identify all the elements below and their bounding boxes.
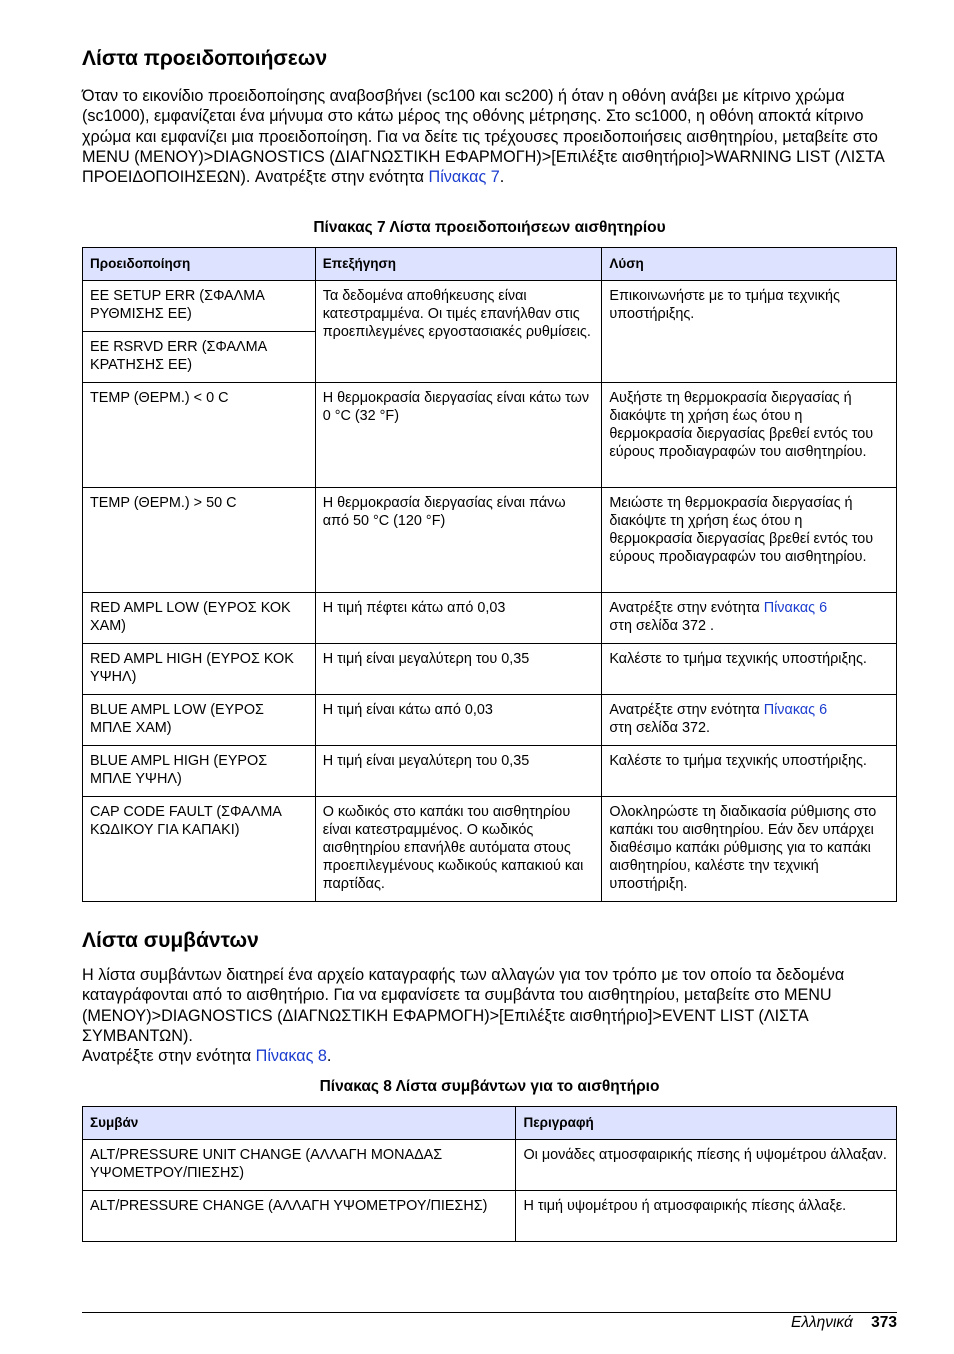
solution-cell: Αυξήστε τη θερμοκρασία διεργασίας ή διακόψτε τη χρήση έως ότου η θερμοκρασία διεργασίας βρεθεί εντός του εύρους προδιαγραφών του αισθητηρίου. <box>602 383 897 488</box>
events-paragraph-text: Η λίστα συμβάντων διατηρεί ένα αρχείο καταγραφής των αλλαγών για τον τρόπο με τον οποίο τα δεδομένα καταγράφονται από το αισθητήριο. Για να εμφανίσετε τα συμβάντα του αισθητηρίου, μεταβείτε στο MENU (ΜΕΝΟΥ)>DIAGNOSTICS (ΔΙΑΓΝΩΣΤΙΚΗ ΕΦΑΡΜΟΓΗ)>[Επιλέξτε αισθητήριο]>EVENT LIST (ΛΙΣΤΑ ΣΥΜΒΑΝΤΩΝ). <box>82 966 845 1045</box>
table-row <box>83 281 897 332</box>
explanation-cell: Η τιμή πέφτει κάτω από 0,03 <box>315 593 602 644</box>
header-event: Συμβάν <box>83 1107 516 1140</box>
table6-link[interactable]: Πίνακας 6 <box>763 702 828 718</box>
warnings-paragraph-end: . <box>499 168 505 187</box>
table8-caption: Πίνακας 8 Λίστα συμβάντων για το αισθητήριο <box>319 1078 660 1095</box>
explanation-cell: Η θερμοκρασία διεργασίας είναι κάτω των 0 °C (32 °F) <box>315 383 602 488</box>
warnings-heading: Λίστα προειδοποιήσεων <box>82 47 328 70</box>
solution-cell: Μειώστε τη θερμοκρασία διεργασίας ή διακόψτε τη χρήση έως ότου η θερμοκρασία διεργασίας βρεθεί εντός του εύρους προδιαγραφών του αισθητηρίου. <box>602 488 897 593</box>
solution-pre: Ανατρέξτε στην ενότητα <box>609 600 764 616</box>
table6-link[interactable]: Πίνακας 6 <box>763 600 828 616</box>
header-warning: Προειδοποίηση <box>83 248 316 281</box>
warnings-table <box>82 247 897 902</box>
header-solution: Λύση <box>602 248 897 281</box>
table-row <box>83 1191 897 1242</box>
warning-cell: TEMP (ΘΕΡΜ.) < 0 C <box>83 383 316 488</box>
table-row <box>83 695 897 746</box>
table-row <box>83 593 897 644</box>
event-cell: ALT/PRESSURE UNIT CHANGE (ΑΛΛΑΓΗ ΜΟΝΑΔΑΣ ΥΨΟΜΕΤΡΟΥ/ΠΙΕΣΗΣ) <box>83 1140 516 1191</box>
warning-cell: RED AMPL LOW (ΕΥΡΟΣ ΚΟΚ ΧΑΜ) <box>83 593 316 644</box>
events-paragraph <box>82 965 887 1066</box>
table-row <box>83 644 897 695</box>
solution-cell: Επικοινωνήστε με το τμήμα τεχνικής υποστήριξης. <box>602 281 897 383</box>
events-paragraph-line2: Ανατρέξτε στην ενότητα <box>82 1047 256 1066</box>
page-footer <box>791 1314 897 1332</box>
table8-link[interactable]: Πίνακας 8 <box>255 1047 327 1066</box>
events-heading: Λίστα συμβάντων <box>82 929 259 952</box>
warning-cell: EE SETUP ERR (ΣΦΑΛΜΑ ΡΥΘΜΙΣΗΣ ΕΕ) <box>83 281 316 332</box>
warning-cell: EE RSRVD ERR (ΣΦΑΛΜΑ ΚΡΑΤΗΣΗΣ ΕΕ) <box>83 332 316 383</box>
solution-post: στη σελίδα 372 . <box>609 618 714 634</box>
explanation-cell: Ο κωδικός στο καπάκι του αισθητηρίου είναι κατεστραμμένος. Ο κωδικός αισθητηρίου επανήλθε αυτόματα στους προεπιλεγμένους κωδικούς καπακιού και παρτίδας. <box>315 797 602 902</box>
events-table <box>82 1106 897 1242</box>
explanation-cell: Η τιμή είναι μεγαλύτερη του 0,35 <box>315 746 602 797</box>
table7-caption: Πίνακας 7 Λίστα προειδοποιήσεων αισθητηρίου <box>313 219 666 236</box>
header-description: Περιγραφή <box>516 1107 897 1140</box>
table-header-row <box>83 1107 897 1140</box>
solution-cell: Ολοκληρώστε τη διαδικασία ρύθμισης στο καπάκι του αισθητηρίου. Εάν δεν υπάρχει διαθέσιμο καπάκι ρύθμισης για το καπάκι αισθητηρίου, καλέστε την τεχνική υποστήριξη. <box>602 797 897 902</box>
warning-cell: BLUE AMPL HIGH (ΕΥΡΟΣ ΜΠΛΕ ΥΨΗΛ) <box>83 746 316 797</box>
description-cell: Οι μονάδες ατμοσφαιρικής πίεσης ή υψομέτρου άλλαξαν. <box>516 1140 897 1191</box>
warnings-paragraph <box>82 86 887 187</box>
page-number: 373 <box>871 1314 897 1331</box>
event-cell: ALT/PRESSURE CHANGE (ΑΛΛΑΓΗ ΥΨΟΜΕΤΡΟΥ/ΠΙΕΣΗΣ) <box>83 1191 516 1242</box>
footer-language: Ελληνικά <box>791 1314 853 1331</box>
explanation-cell: Η θερμοκρασία διεργασίας είναι πάνω από 50 °C (120 °F) <box>315 488 602 593</box>
events-paragraph-end: . <box>326 1047 332 1066</box>
solution-cell <box>602 593 897 644</box>
footer-divider <box>82 1312 897 1313</box>
warning-cell: RED AMPL HIGH (ΕΥΡΟΣ ΚΟΚ ΥΨΗΛ) <box>83 644 316 695</box>
solution-post: στη σελίδα 372. <box>609 720 710 736</box>
warnings-paragraph-text: Όταν το εικονίδιο προειδοποίησης αναβοσβήνει (sc100 και sc200) ή όταν η οθόνη ανάβει με κίτρινο χρώμα (sc1000), εμφανίζεται ένα μήνυμα στο κάτω μέρος της οθόνης μέτρησης. Στο sc1000, η οθόνη αποκτά κίτρινο χρώμα και εμφανίζει μια προειδοποίηση. Για να δείτε τις τρέχουσες προειδοποιήσεις αισθητηρίου, μεταβείτε στο MENU (ΜΕΝΟΥ)>DIAGNOSTICS (ΔΙΑΓΝΩΣΤΙΚΗ ΕΦΑΡΜΟΓΗ)>[Επιλέξτε αισθητήριο]>WARNING LIST (ΛΙΣΤΑ ΠΡΟΕΙΔΟΠΟΙΗΣΕΩΝ). Ανατρέξτε στην ενότητα <box>82 87 884 187</box>
warning-cell: BLUE AMPL LOW (ΕΥΡΟΣ ΜΠΛΕ ΧΑΜ) <box>83 695 316 746</box>
table-header-row <box>83 248 897 281</box>
description-cell: Η τιμή υψομέτρου ή ατμοσφαιρικής πίεσης άλλαξε. <box>516 1191 897 1242</box>
table-row <box>83 797 897 902</box>
table-row <box>83 488 897 593</box>
warning-cell: CAP CODE FAULT (ΣΦΑΛΜΑ ΚΩΔΙΚΟΥ ΓΙΑ ΚΑΠΑΚΙ) <box>83 797 316 902</box>
table-row <box>83 746 897 797</box>
explanation-cell: Τα δεδομένα αποθήκευσης είναι κατεστραμμένα. Οι τιμές επανήλθαν στις προεπιλεγμένες εργοστασιακές ρυθμίσεις. <box>315 281 602 383</box>
explanation-cell: Η τιμή είναι μεγαλύτερη του 0,35 <box>315 644 602 695</box>
solution-pre: Ανατρέξτε στην ενότητα <box>609 702 764 718</box>
solution-cell: Καλέστε το τμήμα τεχνικής υποστήριξης. <box>602 644 897 695</box>
solution-cell <box>602 695 897 746</box>
explanation-cell: Η τιμή είναι κάτω από 0,03 <box>315 695 602 746</box>
table7-link[interactable]: Πίνακας 7 <box>428 168 500 187</box>
table-row <box>83 383 897 488</box>
solution-cell: Καλέστε το τμήμα τεχνικής υποστήριξης. <box>602 746 897 797</box>
warning-cell: TEMP (ΘΕΡΜ.) > 50 C <box>83 488 316 593</box>
table-row <box>83 1140 897 1191</box>
header-explanation: Επεξήγηση <box>315 248 602 281</box>
